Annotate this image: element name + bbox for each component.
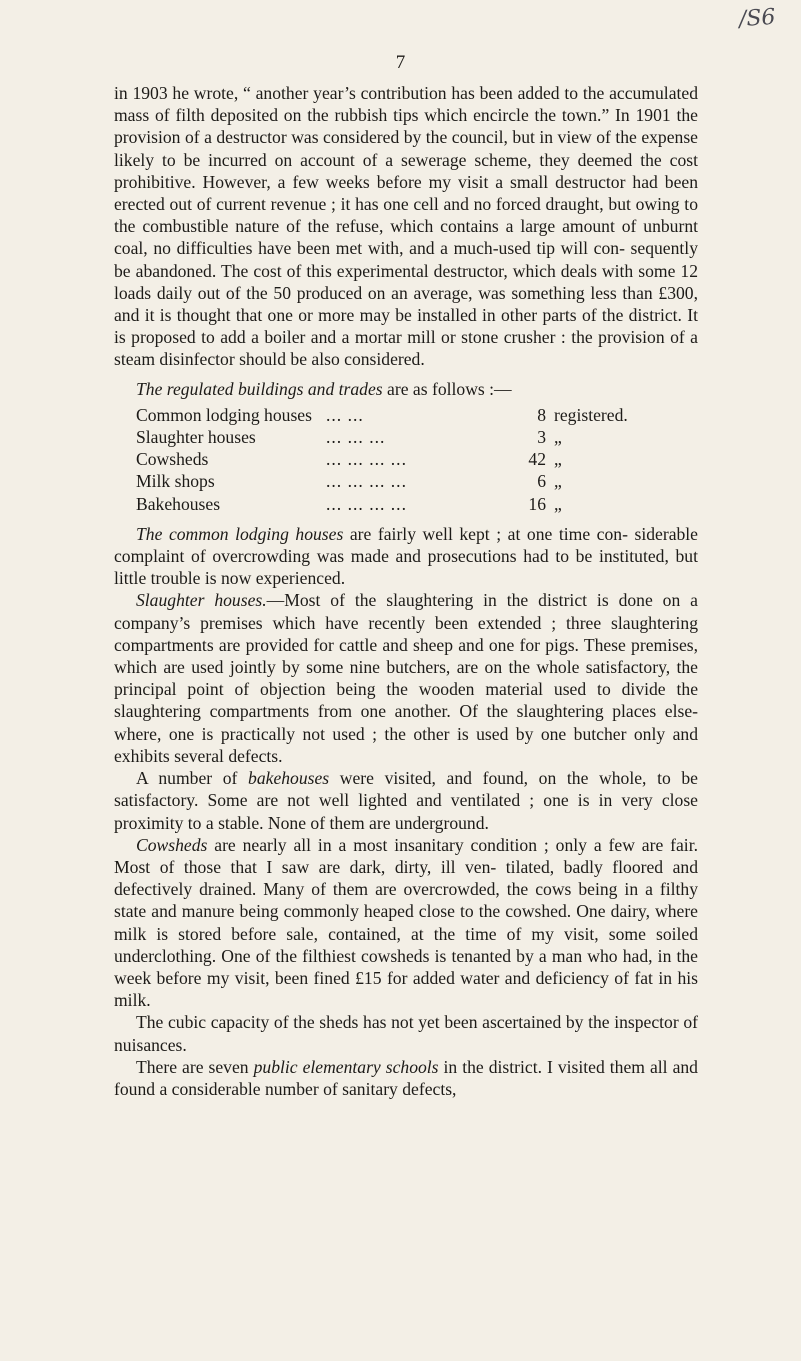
trade-status: „ [554,427,562,448]
trades-intro-italic: The regulated buildings and trades [136,378,383,399]
schools-lead: There are seven [136,1056,254,1077]
table-row [136,470,628,492]
slaughter-houses-text: —Most of the slaughtering in the district is done on a company’s premises which have recently been extended ; three slaughtering compartments are provided for cattle and sheep and one for pigs. These premises, which are used jointly by some nine butchers, are on the whole satisfactory, the principal point of objection being the wooden material used to divide the slaughtering compartments from one another. Of the slaughtering places else- where, one is practically not used ; the other is used by one butcher only and exhibits several defects. [114,590,698,766]
paragraph-destructor: in 1903 he wrote, “ another year’s contribution has been added to the accumulated mass of filth deposited on the rubbish tips which encircle the town.” In 1901 the provision of a destructor was considered by the council, but in view of the expense likely to be incurred on account of a sewerage scheme, they deemed the cost prohibitive. However, a few weeks before my visit a small destructor had been erected out of current revenue ; it has one cell and no forced draught, but owing to the combustible nature of the refuse, which contains a large amount of unburnt coal, no difficulties have been met with, and a much-used tip will con- sequently be abandoned. The cost of this experimental destructor, which deals with some 12 loads daily out of the 50 produced on an average, was something less than £300, and it is thought that one or more may be installed in other parts of the district. It is proposed to add a boiler and a mortar mill or stone crusher : the provision of a steam disinfector should be also considered. [114,83,698,370]
trade-count: 42 [528,449,546,470]
trade-name: Slaughter houses [136,427,256,448]
trade-leader-dots: ... ... ... ... [326,449,407,470]
trades-intro [114,378,698,400]
trade-leader-dots: ... ... [326,404,364,425]
regulated-trades-table [136,404,628,515]
paragraph-lodging-houses [114,523,698,590]
schools-heading: public elementary schools [253,1056,439,1077]
slaughter-houses-heading: Slaughter houses. [136,590,267,611]
trade-leader-dots: ... ... ... ... [326,471,407,492]
table-row [136,404,628,426]
cowsheds-heading: Cowsheds [136,834,208,855]
trade-count: 6 [537,471,546,492]
handwritten-page-mark: /S6 [737,4,776,33]
cowsheds-text: are nearly all in a most insanitary condition ; only a few are fair. Most of those that I saw are dark, dirty, ill ven- tilated, badly floored and defectively drained. Many of them are overcrowded, the cows being in a filthy state and manure being commonly heaped close to the cowshed. One dairy, where milk is stored before sale, contained, at the time of my visit, some soiled underclothing. One of the filthiest cowsheds is tenanted by a man who had, in the week before my visit, been fined £15 for added water and deficiency of fat in his milk. [114,834,698,1011]
page-number: 7 [395,52,406,73]
paragraph-cowsheds [114,834,698,1012]
schools-text: in the district. I visited them all and found a considerable number of sanitary defects, [114,1056,698,1099]
lodging-houses-heading: The common lodging houses [136,523,344,544]
trade-name: Milk shops [136,471,215,492]
trade-status: registered. [554,404,628,425]
body-text [114,82,698,1100]
trades-intro-rest: are as follows :— [382,378,512,399]
bakehouses-text: were visited, and found, on the whole, to be satisfactory. Some are not well lighted and ventilated ; one is in very close proximity to a stable. None of them are underground. [114,768,698,833]
paragraph-slaughter-houses [114,589,698,767]
paragraph-schools [114,1056,698,1100]
trade-name: Bakehouses [136,493,221,514]
lodging-houses-text: are fairly well kept ; at one time con- siderable complaint of overcrowding was made and prosecutions had to be instituted, but little trouble is now experienced. [114,523,698,589]
table-row [136,448,628,470]
trade-name: Common lodging houses [136,404,312,425]
trade-leader-dots: ... ... ... [326,427,386,448]
trade-name: Cowsheds [136,449,209,470]
trade-status: „ [554,471,562,492]
trade-count: 16 [528,493,546,514]
trade-count: 3 [537,427,546,448]
trade-leader-dots: ... ... ... ... [326,493,407,514]
paragraph-cubic-capacity: The cubic capacity of the sheds has not yet been ascertained by the inspector of nuisances. [114,1012,698,1055]
bakehouses-heading: bakehouses [248,768,330,789]
trade-status: „ [554,449,562,470]
table-row [136,426,628,448]
bakehouses-lead: A number of [136,768,249,789]
trade-count: 8 [537,404,546,425]
trade-status: „ [554,493,562,514]
table-row [136,493,628,515]
paragraph-bakehouses [114,767,698,834]
